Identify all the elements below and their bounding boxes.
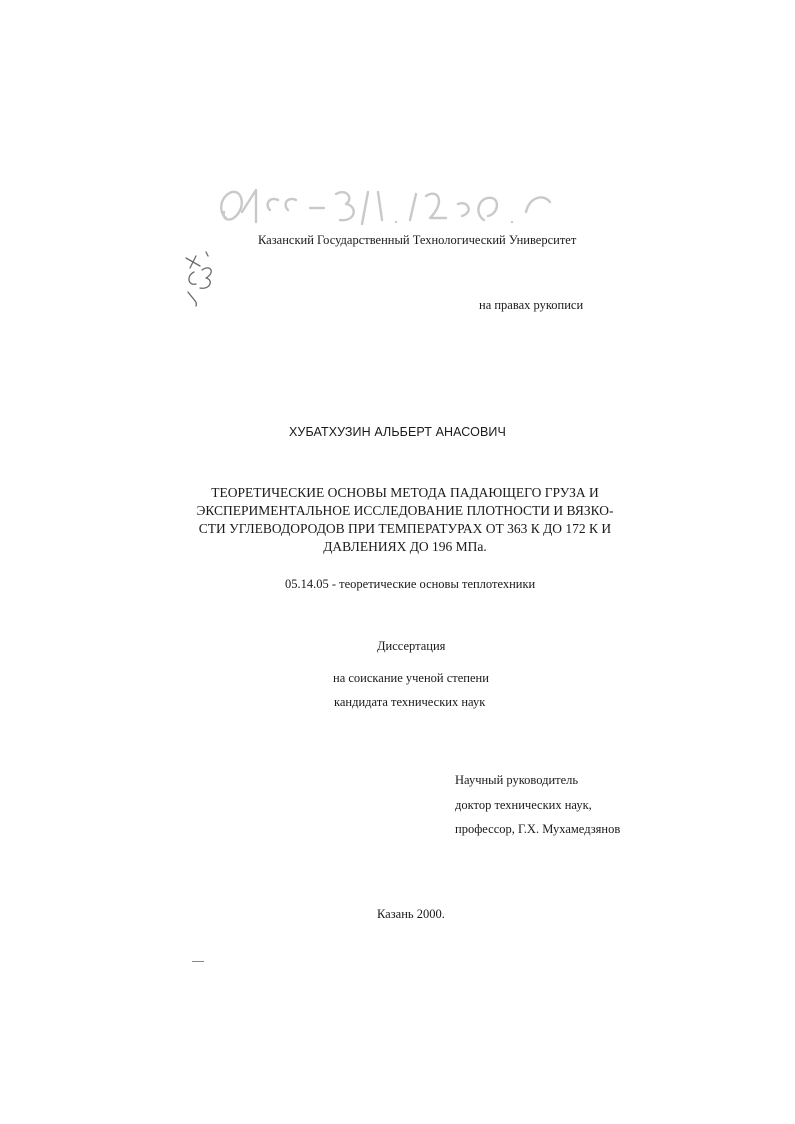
degree-line-1: на соискание ученой степени: [333, 671, 489, 685]
supervisor-degree: доктор технических наук,: [455, 798, 592, 812]
title-line: ТЕОРЕТИЧЕСКИЕ ОСНОВЫ МЕТОДА ПАДАЮЩЕГО ГРУЗА И: [211, 485, 599, 500]
work-type: Диссертация: [377, 639, 446, 653]
title-line: СТИ УГЛЕВОДОРОДОВ ПРИ ТЕМПЕРАТУРАХ ОТ 363 К ДО 172 К И: [198, 521, 612, 536]
university-name: Казанский Государственный Технологический Университет: [258, 233, 577, 247]
specialty-code: 05.14.05 - теоретические основы теплотехники: [285, 577, 536, 591]
handwritten-archive-number: [212, 182, 572, 230]
author-name: ХУБАТХУЗИН АЛЬБЕРТ АНАСОВИЧ: [289, 425, 506, 439]
degree-line-2: кандидата технических наук: [334, 695, 486, 709]
title-line: ЭКСПЕРИМЕНТАЛЬНОЕ ИССЛЕДОВАНИЕ ПЛОТНОСТИ И ВЯЗКО-: [196, 503, 614, 518]
supervisor-name: профессор, Г.Х. Мухамедзянов: [455, 822, 621, 836]
city-year: Казань 2000.: [377, 907, 445, 921]
scan-mark: [192, 961, 204, 962]
dissertation-title: [190, 484, 620, 556]
rights-notice: на правах рукописи: [479, 298, 584, 312]
supervisor-label: Научный руководитель: [455, 773, 579, 787]
handwritten-signature: [176, 248, 224, 310]
title-line: ДАВЛЕНИЯХ ДО 196 МПа.: [323, 539, 487, 554]
